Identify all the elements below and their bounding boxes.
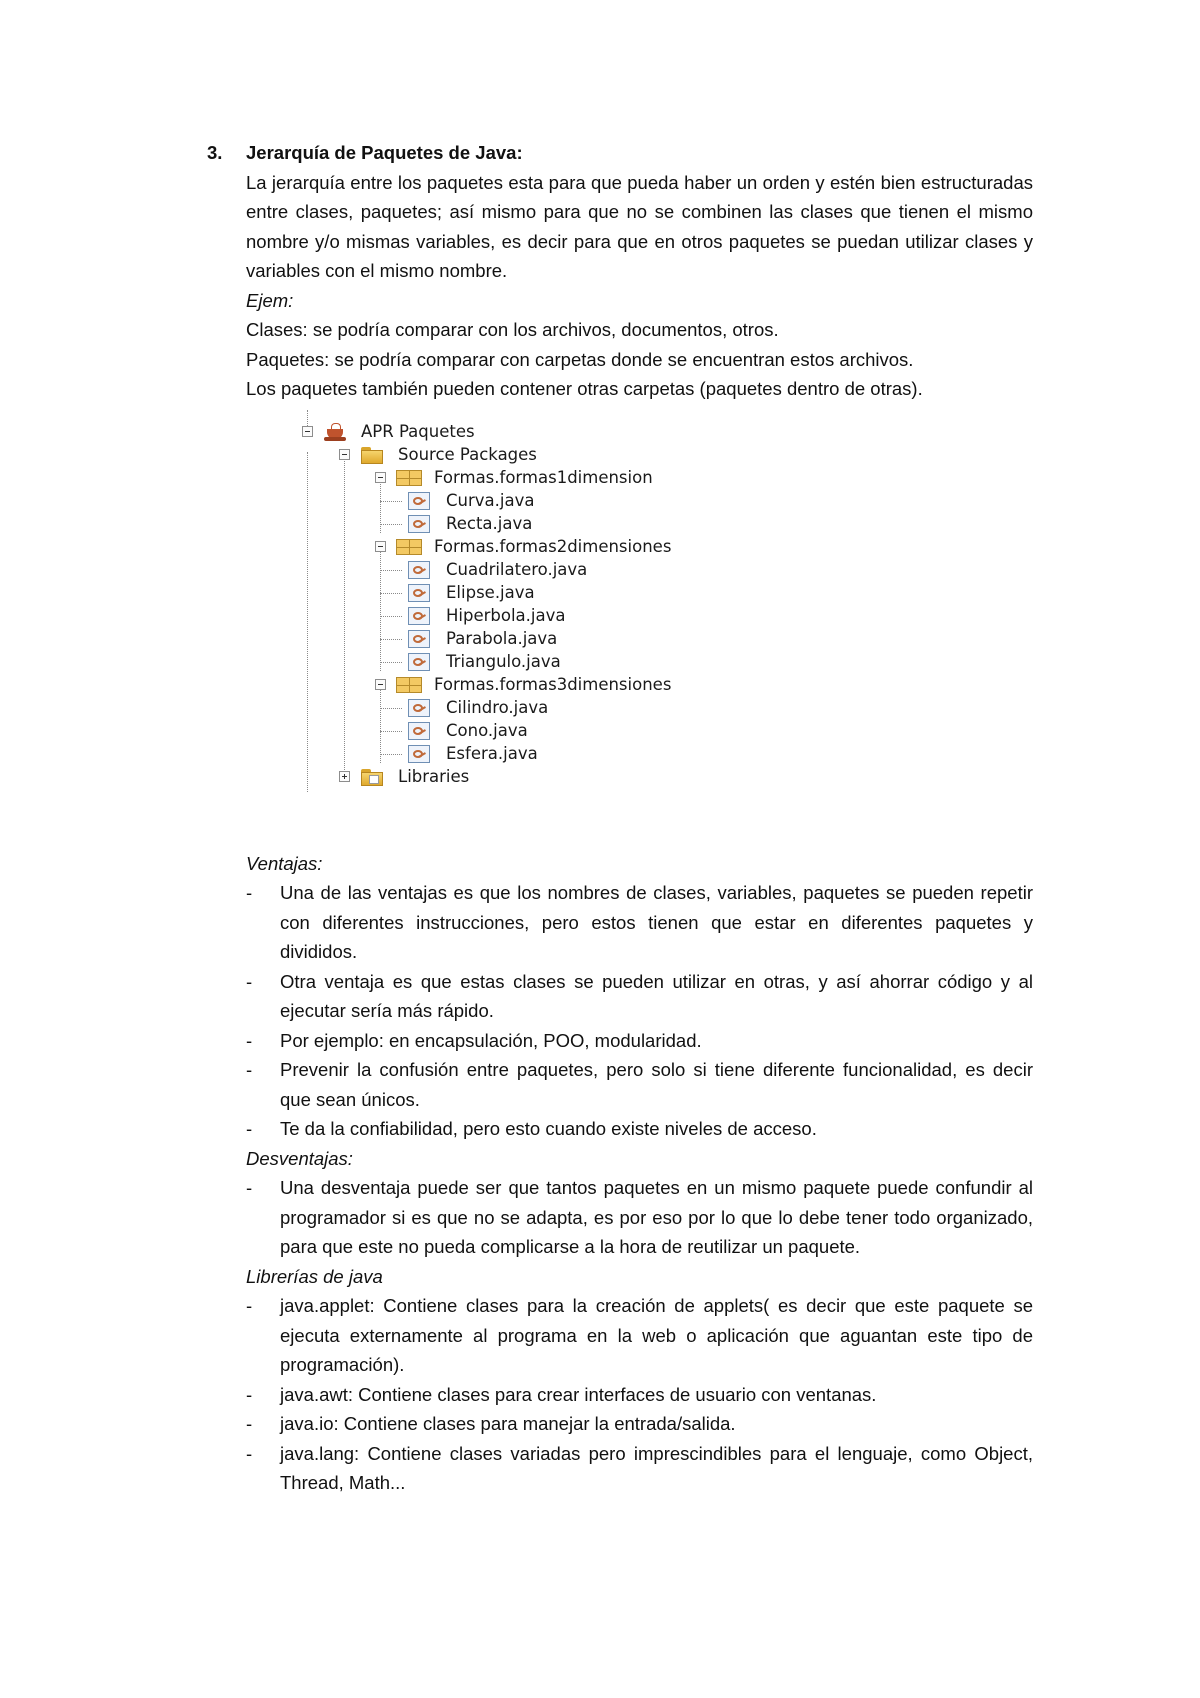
package-label: Formas.formas2dimensiones xyxy=(434,536,672,556)
file-label: Triangulo.java xyxy=(446,651,561,671)
librerias-title: Librerías de java xyxy=(246,1265,383,1287)
java-file-icon xyxy=(408,561,430,579)
list-item: - java.awt: Contiene clases para crear interfaces de usuario con ventanas. xyxy=(246,1383,877,1405)
ventajas-title: Ventajas: xyxy=(246,852,323,874)
ventajas-list xyxy=(246,878,1033,1144)
java-file-icon xyxy=(408,699,430,717)
list-item: - Prevenir la confusión entre paquetes, pero solo si tiene diferente funcionalidad, es decir que sean únicos. xyxy=(246,1059,1033,1110)
package-icon xyxy=(396,677,422,693)
file-label: Esfera.java xyxy=(446,743,538,763)
list-item: - Te da la confiabilidad, pero esto cuando existe niveles de acceso. xyxy=(246,1118,817,1139)
libraries-label: Libraries xyxy=(398,766,470,786)
list-item: - Una de las ventajas es que los nombres de clases, variables, paquetes se pueden repetir con diferentes instrucciones, pero estos tienen que estar en diferentes paquetes y divididos. xyxy=(246,882,1033,962)
java-file-icon xyxy=(408,515,430,533)
tree-node-libraries[interactable] xyxy=(339,765,469,789)
package-icon xyxy=(396,470,422,486)
clases-line: Clases: se podría comparar con los archivos, documentos, otros. xyxy=(246,319,779,340)
paquetes-line: Paquetes: se podría comparar con carpetas donde se encuentran estos archivos. xyxy=(246,348,914,370)
java-file-icon xyxy=(408,607,430,625)
file-label: Recta.java xyxy=(446,513,533,533)
libraries-folder-icon xyxy=(360,768,384,786)
section-heading xyxy=(208,138,1033,168)
section-title: Jerarquía de Paquetes de Java: xyxy=(246,142,523,163)
librerias-list xyxy=(246,1291,1033,1498)
collapse-icon[interactable] xyxy=(302,426,313,437)
file-label: Parabola.java xyxy=(446,628,558,648)
desventajas-list xyxy=(246,1173,1033,1262)
expand-icon[interactable] xyxy=(339,771,350,782)
list-item: - java.applet: Contiene clases para la creación de applets( es decir que este paquete se ejecuta externamente al programa en la web o aplicación que aguantan este tipo de programación). xyxy=(246,1295,1033,1375)
java-file-icon xyxy=(408,653,430,671)
java-file-icon xyxy=(408,492,430,510)
list-item: - Una desventaja puede ser que tantos paquetes en un mismo paquete puede confundir al programador si es que no se adapta, es por eso por lo que lo debe tener todo organizado, para que este no pueda complicarse a la hora de reutilizar un paquete. xyxy=(246,1177,1033,1257)
source-folder-icon xyxy=(360,446,384,464)
project-label: APR Paquetes xyxy=(361,421,475,441)
package-icon xyxy=(396,539,422,555)
file-label: Cuadrilatero.java xyxy=(446,559,588,579)
package-label: Formas.formas1dimension xyxy=(434,467,653,487)
contener-line: Los paquetes también pueden contener otras carpetas (paquetes dentro de otras). xyxy=(246,378,923,399)
java-file-icon xyxy=(408,722,430,740)
java-file-icon xyxy=(408,745,430,763)
java-file-icon xyxy=(408,584,430,602)
collapse-icon[interactable] xyxy=(375,679,386,690)
collapse-icon[interactable] xyxy=(375,541,386,552)
desventajas-title: Desventajas: xyxy=(246,1147,353,1169)
java-file-icon xyxy=(408,630,430,648)
file-label: Elipse.java xyxy=(446,582,535,602)
list-item: - java.lang: Contiene clases variadas pero imprescindibles para el lenguaje, como Object, Thread, Math... xyxy=(246,1442,1033,1493)
collapse-icon[interactable] xyxy=(339,449,350,460)
document-content xyxy=(208,138,1033,1498)
file-label: Cono.java xyxy=(446,720,528,740)
intro-paragraph: La jerarquía entre los paquetes esta para que pueda haber un orden y estén bien estructuradas entre clases, paquetes; así mismo para que no se combinen las clases que tienen el mismo nombre y/o mismas variables, es decir para que en otros paquetes se puedan utilizar clases y variables con el mismo nombre. xyxy=(246,171,1033,281)
list-item: - Por ejemplo: en encapsulación, POO, modularidad. xyxy=(246,1029,702,1051)
package-label: Formas.formas3dimensiones xyxy=(434,674,672,694)
collapse-icon[interactable] xyxy=(375,472,386,483)
file-label: Curva.java xyxy=(446,490,535,510)
ejem-label: Ejem: xyxy=(246,289,294,311)
file-label: Hiperbola.java xyxy=(446,605,566,625)
section-number: 3. xyxy=(207,142,223,163)
file-label: Cilindro.java xyxy=(446,697,549,717)
list-item: - java.io: Contiene clases para manejar la entrada/salida. xyxy=(246,1413,736,1434)
list-item: - Otra ventaja es que estas clases se pueden utilizar en otras, y así ahorrar código y al ejecutar sería más rápido. xyxy=(246,970,1033,1021)
source-packages-label: Source Packages xyxy=(398,444,537,464)
java-project-icon xyxy=(323,423,347,441)
project-tree-figure xyxy=(302,416,752,839)
